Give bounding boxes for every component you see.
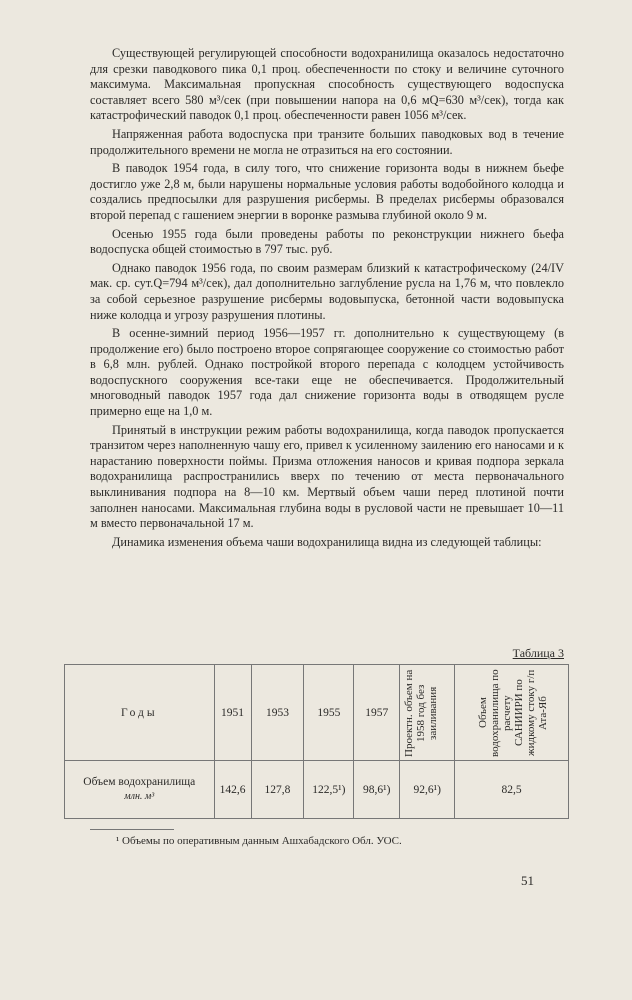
header-saniiri-text: Объем водохранилища по расчету САНИИРИ по жидкому стоку г/п Ата-Яб (476, 668, 549, 757)
header-saniiri (455, 665, 569, 761)
header-projected (400, 665, 455, 761)
paragraph-2: Напряженная работа водоспуска при транзите больших паводковых вод в течение продолжительного времени не могла не отразиться на его состоянии. (90, 126, 564, 157)
table-header-row (65, 665, 569, 761)
value-1951: 142,6 (214, 761, 251, 819)
paragraph-5: Однако паводок 1956 года, по своим размерам близкий к катастрофическому (24/IV мак. ср. сут.Q=794 м³/сек), дал дополнительно заглубление русла на 1,76 м, что повлекло за собой серьезное разрушение рисбермы водовыпуска, бетонной части водовыпуска ниже колодца и угрозу разрушения плотины. (90, 260, 564, 322)
volume-table (64, 664, 569, 819)
header-years: Годы (65, 665, 215, 761)
page-number: 51 (521, 873, 534, 888)
body-text (90, 46, 564, 553)
footnote: ¹ Объемы по оперативным данным Ашхабадского Обл. УОС. (116, 835, 402, 847)
paragraph-6: В осенне-зимний период 1956—1957 гг. дополнительно к существующему (в продолжение его) было построено второе сопрягающее сооружение со стоимостью работ в 6,8 млн. рублей. Однако постройкой второго перепада с колодцем устойчивость водоспускного сооружения все-таки еще не обеспечивается. Продолжительный многоводный паводок 1957 года дал снижение горизонта воды в отводящем русле примерно еще на 1,0 м. (90, 326, 564, 419)
header-year-1957: 1957 (354, 665, 400, 761)
table-caption: Таблица 3 (512, 646, 564, 660)
value-1953: 127,8 (251, 761, 304, 819)
header-projected-text: Проектн. объем на 1958 год без заиливания (403, 668, 440, 757)
table-row (65, 761, 569, 819)
paragraph-8: Динамика изменения объема чаши водохранилища видна из следующей таблицы: (112, 534, 542, 549)
value-projected: 92,6¹) (400, 761, 455, 819)
paragraph-1: Существующей регулирующей способности водохранилища оказалось недостаточно для срезки паводкового пика 0,1 проц. обеспеченности по стоку и величине суточного максимума. Максимальная пропускная способность существующего водоспуска составляет всего 580 м³/сек (при повышении напора на 0,6 мQ=630 м³/сек), тогда как катастрофический паводок 0,1 проц. обеспеченности равен 1056 м³/сек. (90, 46, 564, 123)
row-label-cell (65, 761, 215, 819)
value-saniiri: 82,5 (455, 761, 569, 819)
row-unit: млн. м³ (124, 791, 155, 802)
row-label: Объем водохранилища (83, 776, 196, 788)
header-year-1951: 1951 (214, 665, 251, 761)
paragraph-4: Осенью 1955 года были проведены работы по реконструкции нижнего бьефа водоспуска общей стоимостью в 797 тыс. руб. (90, 226, 564, 257)
footnote-divider (90, 829, 174, 830)
paragraph-7: Принятый в инструкции режим работы водохранилища, когда паводок пропускается транзитом через наполненную чашу его, привел к усиленному заилению его наносами и к нарастанию поверхности поймы. Призма отложения наносов и кривая подпора зеркала водохранилища распространились вверх по течению от места первоначального выклинивания подпора на 8—10 км. Мертвый объем чаши перед плотиной почти заполнен наносами. Максимальная глубина воды в русловой части не превышает 10—11 м вместо первоначальной 17 м. (90, 422, 564, 531)
paragraph-3: В паводок 1954 года, в силу того, что снижение горизонта воды в нижнем бьефе достигло уже 2,8 м, были нарушены нормальные условия работы водобойного колодца и создались предпосылки для разрушения рисбермы. В пределах рисбермы образовался второй перепад с гашением энергии в воронке размыва глубиной около 9 м. (90, 161, 564, 222)
value-1955: 122,5¹) (304, 761, 354, 819)
header-year-1953: 1953 (251, 665, 304, 761)
value-1957: 98,6¹) (354, 761, 400, 819)
header-year-1955: 1955 (304, 665, 354, 761)
